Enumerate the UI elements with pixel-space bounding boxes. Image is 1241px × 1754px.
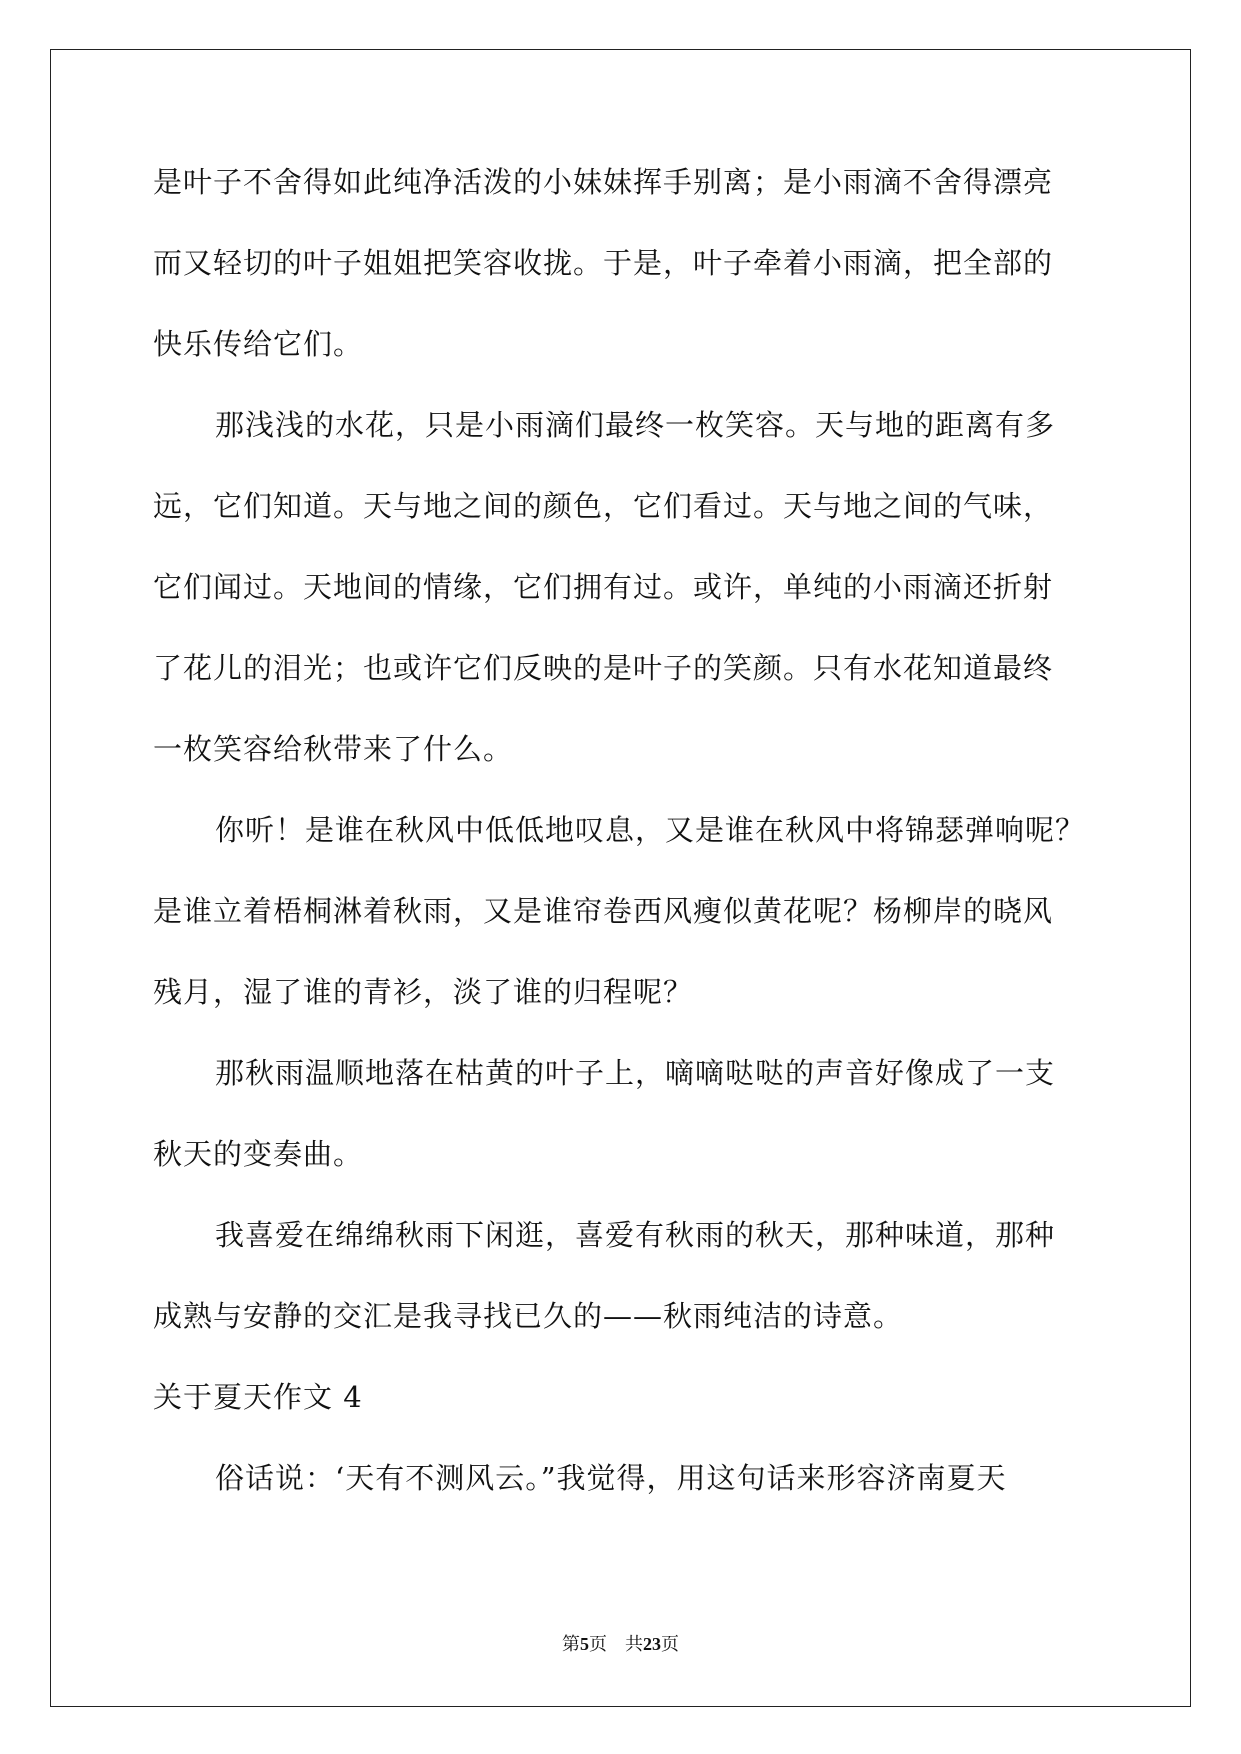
text-line: 那浅浅的水花，只是小雨滴们最终一枚笑容。天与地的距离有多 — [215, 408, 1056, 442]
text-line: 而又轻切的叶子姐姐把笑容收拢。于是，叶子牵着小雨滴，把全部的 — [153, 246, 1054, 280]
text-line: 俗话说：‘天有不测风云。”我觉得，用这句话来形容济南夏天 — [215, 1461, 1007, 1495]
document-body — [153, 162, 1098, 1539]
page-footer — [0, 1632, 1241, 1657]
text-line: 秋天的变奏曲。 — [153, 1137, 364, 1171]
current-page-number: 5 — [580, 1634, 589, 1654]
text-line: 是谁立着梧桐淋着秋雨，又是谁帘卷西风瘦似黄花呢？杨柳岸的晓风 — [153, 894, 1054, 928]
text-line: 一枚笑容给秋带来了什么。 — [153, 732, 514, 766]
text-line: 残月，湿了谁的青衫，淡了谁的归程呢？ — [153, 975, 694, 1009]
text-line: 我喜爱在绵绵秋雨下闲逛，喜爱有秋雨的秋天，那种味道，那种 — [215, 1218, 1056, 1252]
footer-middle: 页 共 — [589, 1634, 643, 1655]
total-page-count: 23 — [643, 1634, 661, 1654]
text-line: 你听！是谁在秋风中低低地叹息，又是谁在秋风中将锦瑟弹响呢？ — [215, 813, 1086, 847]
text-line: 是叶子不舍得如此纯净活泼的小妹妹挥手别离；是小雨滴不舍得漂亮 — [153, 165, 1054, 199]
text-line: 了花儿的泪光；也或许它们反映的是叶子的笑颜。只有水花知道最终 — [153, 651, 1054, 685]
footer-suffix: 页 — [661, 1634, 679, 1655]
text-line: 那秋雨温顺地落在枯黄的叶子上，嘀嘀哒哒的声音好像成了一支 — [215, 1056, 1056, 1090]
text-line: 它们闻过。天地间的情缘，它们拥有过。或许，单纯的小雨滴还折射 — [153, 570, 1054, 604]
footer-prefix: 第 — [562, 1634, 580, 1655]
section-heading: 关于夏天作文 4 — [153, 1380, 363, 1414]
text-line: 远，它们知道。天与地之间的颜色，它们看过。天与地之间的气味， — [153, 489, 1054, 523]
text-line: 成熟与安静的交汇是我寻找已久的——秋雨纯洁的诗意。 — [153, 1299, 904, 1333]
text-line: 快乐传给它们。 — [153, 327, 364, 361]
